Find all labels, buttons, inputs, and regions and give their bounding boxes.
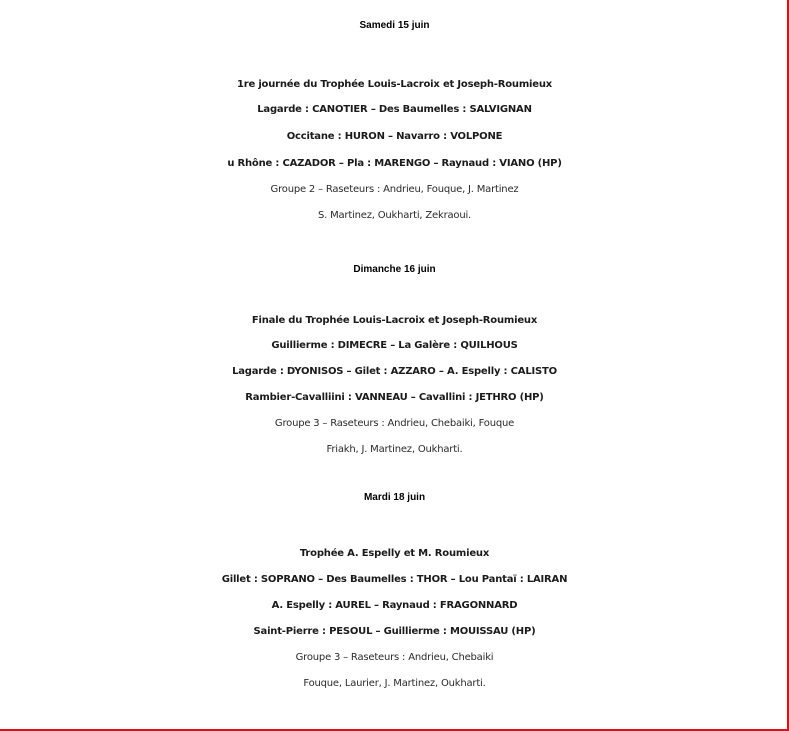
bulls-line: Lagarde : DYONISOS – Gilet : AZZARO – A. Espelly : CALISTO xyxy=(232,366,557,377)
bulls-line: Saint-Pierre : PESOUL – Guillierme : MOUISSAU (HP) xyxy=(253,626,536,637)
bulls-line: A. Espelly : AUREL – Raynaud : FRAGONNARD xyxy=(271,600,518,611)
bulls-line: Guillierme : DIMECRE – La Galère : QUILHOUS xyxy=(271,340,518,351)
bulls-line: Rambier-Cavalliini : VANNEAU – Cavallini : JETHRO (HP) xyxy=(245,392,544,403)
bulls-line: u Rhône : CAZADOR – Pla : MARENGO – Raynaud : VIANO (HP) xyxy=(227,158,562,169)
day-heading: Mardi 18 juin xyxy=(363,492,426,503)
event-title: 1re journée du Trophée Louis-Lacroix et Joseph-Roumieux xyxy=(236,79,553,90)
event-title: Finale du Trophée Louis-Lacroix et Joseph-Roumieux xyxy=(251,315,538,326)
event-title: Trophée A. Espelly et M. Roumieux xyxy=(299,548,490,559)
raseteurs-line: Groupe 3 – Raseteurs : Andrieu, Chebaiki xyxy=(295,652,494,663)
raseteurs-line: Fouque, Laurier, J. Martinez, Oukharti. xyxy=(303,678,486,689)
bulls-line: Gillet : SOPRANO – Des Baumelles : THOR – Lou Pantaï : LAIRAN xyxy=(221,574,568,585)
bulls-line: Lagarde : CANOTIER – Des Baumelles : SALVIGNAN xyxy=(257,104,532,115)
raseteurs-line: Friakh, J. Martinez, Oukharti. xyxy=(326,444,463,455)
bulls-line: Occitane : HURON – Navarro : VOLPONE xyxy=(286,131,503,142)
raseteurs-line: Groupe 2 – Raseteurs : Andrieu, Fouque, J. Martinez xyxy=(270,184,519,195)
raseteurs-line: Groupe 3 – Raseteurs : Andrieu, Chebaiki, Fouque xyxy=(274,418,515,429)
day-heading: Samedi 15 juin xyxy=(359,20,430,31)
day-heading: Dimanche 16 juin xyxy=(353,264,436,275)
raseteurs-line: S. Martinez, Oukharti, Zekraoui. xyxy=(317,210,472,221)
